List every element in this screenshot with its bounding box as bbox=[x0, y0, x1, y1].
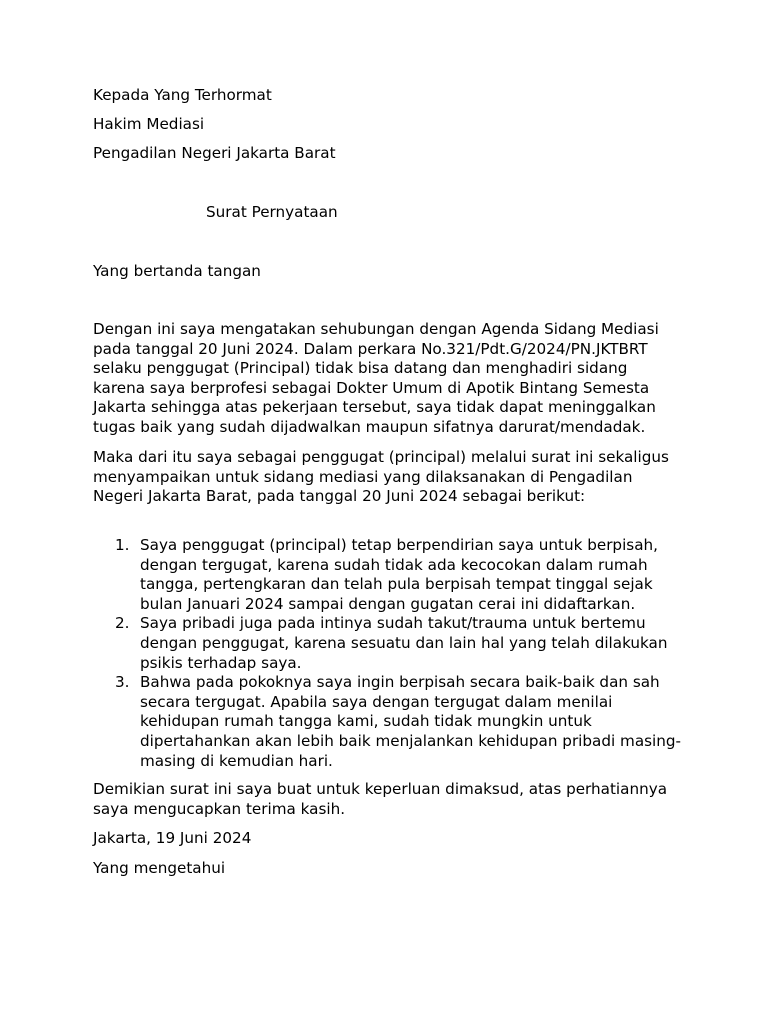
list-number: 2. bbox=[115, 614, 130, 633]
list-item-text: Saya penggugat (principal) tetap berpendirian saya untuk berpisah, dengan tergugat, karena sudah tidak ada kecocokan dalam rumah tangga, pertengkaran dan telah pula berpisah tempat tinggal sejak bulan Januari 2024 sampai dengan gugatan cerai ini didaftarkan. bbox=[140, 536, 658, 613]
list-number: 1. bbox=[115, 536, 130, 554]
list-number: 3. bbox=[115, 673, 130, 692]
paragraph-1: Dengan ini saya mengatakan sehubungan dengan Agenda Sidang Mediasi pada tanggal 20 Juni 2024. Dalam perkara No.321/Pdt.G/2024/PN.JKTBRT selaku penggugat (Principal) tidak bisa datang dan menghadiri sidang karena saya berprofesi sebagai Dokter Umum di Apotik Bintang Semesta Jakarta sehingga atas pekerjaan tersebut, saya tidak dapat meninggalkan tugas baik yang sudah dijadwalkan maupun sifatnya darurat/mendadak. bbox=[93, 320, 659, 436]
recipient-line-2: Hakim Mediasi bbox=[93, 115, 205, 133]
recipient-line-3: Pengadilan Negeri Jakarta Barat bbox=[93, 144, 336, 162]
list-item bbox=[93, 536, 683, 614]
list-item bbox=[93, 614, 683, 673]
recipient-line-1: Kepada Yang Terhormat bbox=[93, 86, 272, 104]
numbered-list bbox=[93, 536, 683, 771]
place-date: Jakarta, 19 Juni 2024 bbox=[93, 829, 252, 847]
list-item-text: Saya pribadi juga pada intinya sudah takut/trauma untuk bertemu dengan penggugat, karena sesuatu dan lain hal yang telah dilakukan psikis terhadap saya. bbox=[140, 614, 668, 672]
list-item bbox=[93, 673, 683, 771]
signatory-intro: Yang bertanda tangan bbox=[93, 262, 261, 280]
list-item-text: Bahwa pada pokoknya saya ingin berpisah secara baik-baik dan sah secara tergugat. Apabila saya dengan tergugat dalam menilai kehidupan rumah tangga kami, sudah tidak mungkin untuk dipertahankan akan lebih baik menjalankan kehidupan pribadi masing-masing di kemudian hari. bbox=[140, 673, 682, 770]
acknowledged-label: Yang mengetahui bbox=[93, 859, 226, 877]
paragraph-2: Maka dari itu saya sebagai penggugat (principal) melalui surat ini sekaligus menyampaikan untuk sidang mediasi yang dilaksanakan di Pengadilan Negeri Jakarta Barat, pada tanggal 20 Juni 2024 sebagai berikut: bbox=[93, 448, 669, 506]
document-title: Surat Pernyataan bbox=[206, 203, 338, 221]
closing-paragraph: Demikian surat ini saya buat untuk keperluan dimaksud, atas perhatiannya saya mengucapkan terima kasih. bbox=[93, 780, 667, 818]
